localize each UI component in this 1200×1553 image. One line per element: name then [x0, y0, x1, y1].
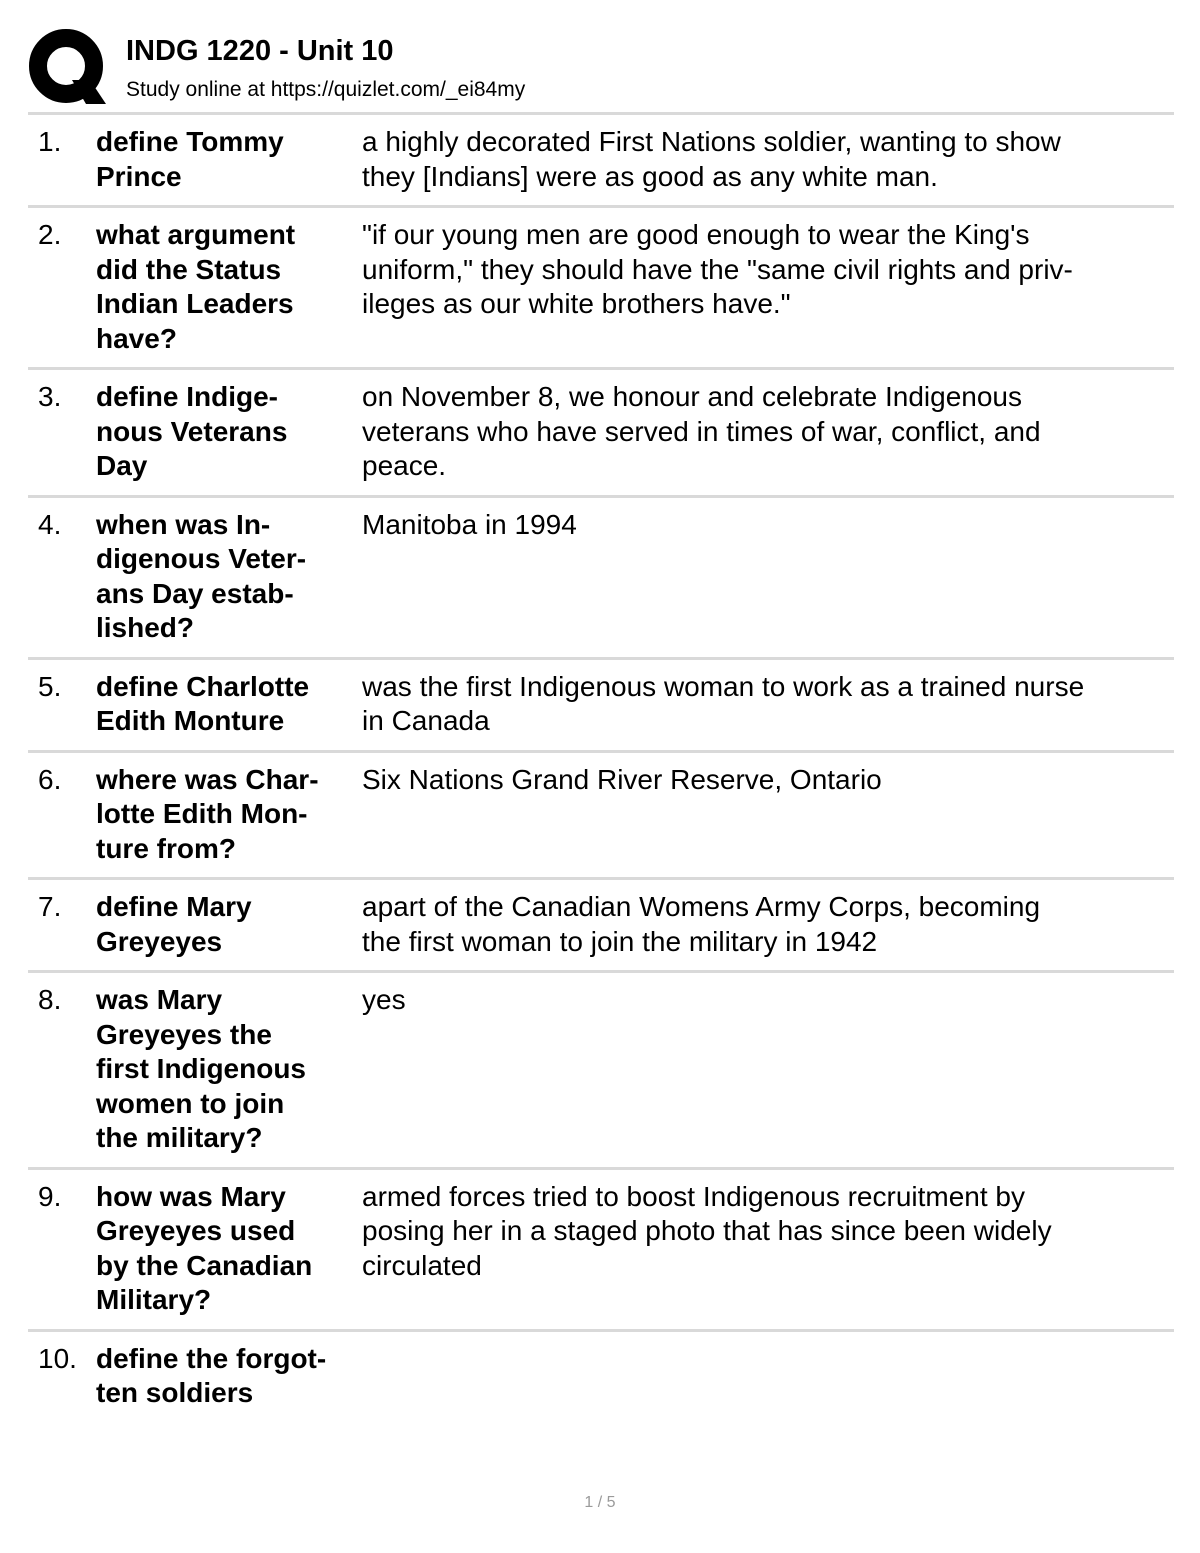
term-line: Edith Monture	[96, 705, 285, 736]
term-line: nous Veterans	[96, 415, 288, 447]
card-number: 6.	[38, 763, 62, 795]
flashcard-row	[28, 1170, 1174, 1332]
term-line: lished?	[96, 612, 195, 643]
term-line: Greyeyes	[96, 925, 223, 957]
definition-line: Six Nations Grand River Reserve, Ontario	[362, 763, 882, 795]
term-line: ans Day estab-	[96, 577, 294, 609]
definition-line: armed forces tried to boost Indigenous recruitment by	[362, 1180, 1026, 1212]
flashcard-list	[28, 115, 1174, 1422]
card-number: 7.	[38, 891, 62, 922]
definition-line: peace.	[362, 450, 447, 481]
card-term	[96, 380, 362, 484]
card-number: 3.	[38, 381, 62, 412]
definition-line: yes	[362, 984, 406, 1015]
definition-line: Manitoba in 1994	[362, 508, 577, 540]
card-definition	[362, 670, 1174, 739]
flashcard-row	[28, 208, 1174, 370]
definition-line: circulated	[362, 1249, 482, 1281]
card-definition	[362, 890, 1174, 959]
flashcard-row	[28, 115, 1174, 208]
card-number: 1.	[38, 126, 62, 157]
term-line: first Indigenous	[96, 1053, 306, 1084]
card-number: 2.	[38, 219, 62, 250]
definition-line: posing her in a staged photo that has since been widely	[362, 1215, 1052, 1246]
card-term	[96, 670, 362, 739]
flashcard-row	[28, 660, 1174, 753]
definition-line: the first woman to join the military in 1942	[362, 925, 878, 957]
card-definition	[362, 380, 1174, 484]
card-definition	[362, 763, 1174, 798]
term-line: did the Status	[96, 253, 282, 285]
card-definition	[362, 218, 1174, 322]
term-line: Prince	[96, 160, 182, 192]
flashcard-row	[28, 880, 1174, 973]
term-line: have?	[96, 322, 177, 354]
term-line: was Mary	[96, 984, 223, 1015]
term-line: when was In-	[96, 508, 271, 540]
card-number: 9.	[38, 1180, 62, 1212]
flashcard-row	[28, 370, 1174, 498]
flashcard-row	[28, 498, 1174, 660]
card-term	[96, 125, 362, 194]
definition-line: they [Indians] were as good as any white man.	[362, 160, 938, 192]
flashcard-row	[28, 1332, 1174, 1422]
page-title: INDG 1220 - Unit 10	[126, 35, 394, 67]
term-line: where was Char-	[96, 763, 319, 795]
quizlet-q-logo-icon	[28, 28, 106, 106]
card-number: 5.	[38, 670, 62, 702]
study-online-link[interactable]: Study online at https://quizlet.com/_ei84my	[126, 78, 526, 101]
definition-line: was the first Indigenous woman to work as a trained nurse	[362, 670, 1085, 702]
term-line: how was Mary	[96, 1180, 286, 1212]
card-term	[96, 890, 362, 959]
card-number: 10.	[38, 1342, 77, 1374]
card-definition	[362, 1180, 1174, 1284]
definition-line: on November 8, we honour and celebrate Indigenous	[362, 381, 1022, 412]
term-line: Day	[96, 450, 148, 481]
definition-line: a highly decorated First Nations soldier, wanting to show	[362, 126, 1061, 157]
term-line: define Mary	[96, 891, 252, 922]
definition-line: in Canada	[362, 705, 490, 736]
term-line: Greyeyes the	[96, 1018, 272, 1050]
card-term	[96, 1180, 362, 1318]
term-line: Greyeyes used	[96, 1215, 296, 1246]
term-line: by the Canadian	[96, 1249, 313, 1281]
definition-line: apart of the Canadian Womens Army Corps, becoming	[362, 891, 1041, 922]
card-term	[96, 763, 362, 867]
card-term	[96, 983, 362, 1156]
term-line: lotte Edith Mon-	[96, 798, 308, 829]
term-line: digenous Veter-	[96, 543, 307, 574]
term-line: what argument	[96, 219, 296, 250]
card-term	[96, 1342, 362, 1411]
term-line: ture from?	[96, 832, 236, 864]
term-line: women to join	[96, 1087, 285, 1119]
card-number: 8.	[38, 984, 62, 1015]
term-line: ten soldiers	[96, 1377, 254, 1408]
card-definition	[362, 125, 1174, 194]
card-number: 4.	[38, 508, 62, 540]
definition-line: uniform," they should have the "same civil rights and priv-	[362, 253, 1073, 285]
definition-line: ileges as our white brothers have."	[362, 288, 791, 319]
term-line: Indian Leaders	[96, 288, 294, 319]
card-definition	[362, 508, 1174, 543]
card-definition	[362, 983, 1174, 1018]
page-header	[28, 28, 1174, 110]
term-line: the military?	[96, 1122, 263, 1153]
flashcard-row	[28, 973, 1174, 1170]
card-term	[96, 508, 362, 646]
page-indicator: 1 / 5	[584, 1494, 616, 1511]
term-line: define the forgot-	[96, 1342, 327, 1374]
term-line: Military?	[96, 1284, 212, 1315]
term-line: define Indige-	[96, 381, 278, 412]
definition-line: veterans who have served in times of war, conflict, and	[362, 415, 1041, 447]
card-term	[96, 218, 362, 356]
term-line: define Charlotte	[96, 670, 310, 702]
definition-line: "if our young men are good enough to wear the King's	[362, 219, 1030, 250]
term-line: define Tommy	[96, 126, 284, 157]
flashcard-row	[28, 753, 1174, 881]
